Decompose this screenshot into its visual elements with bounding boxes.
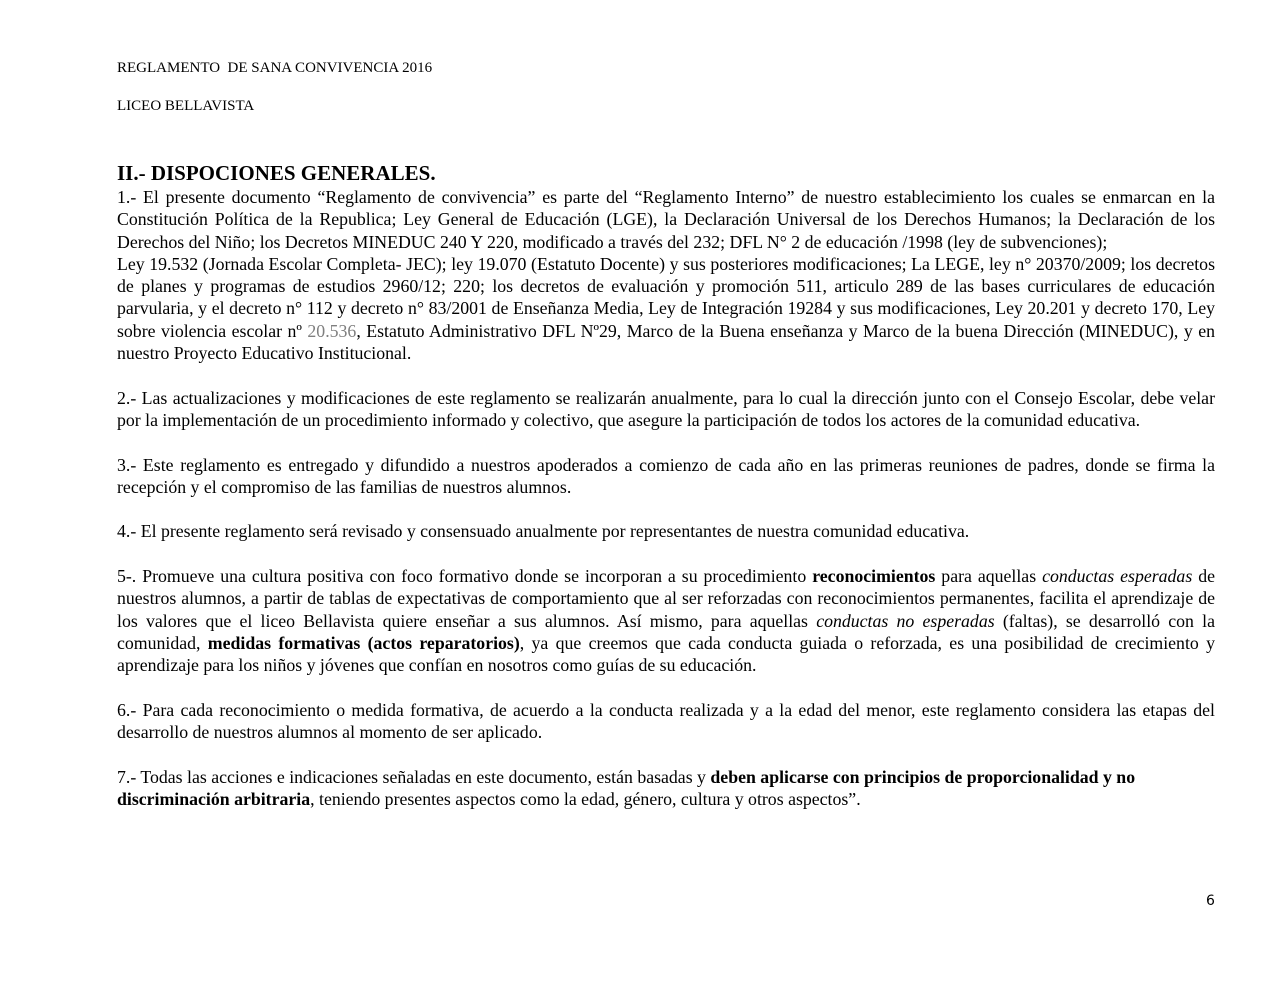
law-number: 20.536 [307, 320, 357, 341]
paragraph-5-text-2: para aquellas [935, 566, 1043, 587]
document-header-school: LICEO BELLAVISTA [117, 98, 255, 114]
paragraph-1-continued-end: , Estatuto Administrativo DFL Nº29, Marco de la Buena enseñanza y Marco de la buena Dirección (MINEDUC), y en nuestro Proyecto Educativo Institucional. [117, 320, 1215, 364]
paragraph-1-continued [117, 253, 1215, 364]
paragraph-7-text-2: , teniendo presentes aspectos como la edad, género, cultura y otros aspectos”. [310, 789, 861, 810]
paragraph-5-text-3: de nuestros alumnos, a partir de tablas de expectativas de comportamiento que al ser reforzadas con reconocimientos permanentes, facilita el aprendizaje de los valores que el liceo Bellavista quiere enseñar a sus alumnos. Así mismo, para aquellas [117, 566, 1215, 631]
paragraph-6: 6.- Para cada reconocimiento o medida formativa, de acuerdo a la conducta realizada y a la edad del menor, este reglamento considera las etapas del desarrollo de nuestros alumnos al momento de ser aplicado. [117, 699, 1215, 743]
paragraph-5-italic-conductas-no-esperadas: conductas no esperadas [816, 610, 995, 631]
document-header-title: REGLAMENTO DE SANA CONVIVENCIA 2016 [117, 60, 433, 76]
paragraph-7-text-1: 7.- Todas las acciones e indicaciones señaladas en este documento, están basadas y [117, 766, 711, 787]
paragraph-7-bold-principios: deben aplicarse con principios de proporcionalidad y no discriminación arbitraria [117, 766, 1136, 810]
paragraph-5-bold-medidas-formativas: medidas formativas (actos reparatorios) [207, 632, 520, 653]
paragraph-5-italic-conductas-esperadas: conductas esperadas [1042, 566, 1193, 587]
document-body [117, 159, 1215, 810]
paragraph-5-text-1: 5-. Promueve una cultura positiva con foco formativo donde se incorporan a su procedimiento [117, 566, 813, 587]
paragraph-1-text: 1.- El presente documento “Reglamento de convivencia” es parte del “Reglamento Interno” de nuestro establecimiento los cuales se enmarcan en la Constitución Política de la Republica; Ley General de Educación (LGE), la Declaración Universal de los Derechos Humanos; la Declaración de los Derechos del Niño; los Decretos MINEDUC 240 Y 220, modificado a través del 232; DFL N° 2 de educación /1998 (ley de subvenciones); [117, 187, 1215, 252]
paragraph-7 [117, 766, 1215, 811]
page-number: 6 [1206, 893, 1215, 909]
paragraph-3: 3.- Este reglamento es entregado y difundido a nuestros apoderados a comienzo de cada año en las primeras reuniones de padres, donde se firma la recepción y el compromiso de las familias de nuestros alumnos. [117, 454, 1215, 497]
paragraph-5-text-4: (faltas), se desarrolló con la comunidad, [117, 610, 1215, 653]
paragraph-5 [117, 565, 1215, 676]
section-heading: II.- DISPOCIONES GENERALES. [117, 161, 436, 185]
paragraph-5-bold-reconocimientos: reconocimientos [812, 566, 936, 587]
paragraph-5-text-5: , ya que creemos que cada conducta guiada o reforzada, es una posibilidad de crecimiento y aprendizaje para los niños y jóvenes que confían en nosotros como guías de su educación. [117, 632, 1215, 676]
paragraph-1 [117, 186, 1215, 253]
paragraph-2: 2.- Las actualizaciones y modificaciones de este reglamento se realizarán anualmente, para lo cual la dirección junto con el Consejo Escolar, debe velar por la implementación de un procedimiento informado y colectivo, que asegure la participación de todos los actores de la comunidad educativa. [117, 387, 1215, 430]
paragraph-1-continued-text: Ley 19.532 (Jornada Escolar Completa- JEC); ley 19.070 (Estatuto Docente) y sus posteriores modificaciones; La LEGE, ley n° 20370/2009; los decretos de planes y programas de estudios 2960/12; 220; los decretos de evaluación y promoción 511, articulo 289 de las bases curriculares de educación parvularia, y el decreto n° 112 y decreto n° 83/2001 de Enseñanza Media, Ley de Integración 19284 y sus modificaciones, Ley 20.201 y decreto 170, Ley sobre violencia escolar nº [117, 253, 1215, 341]
paragraph-4: 4.- El presente reglamento será revisado y consensuado anualmente por representantes de nuestra comunidad educativa. [117, 521, 970, 542]
